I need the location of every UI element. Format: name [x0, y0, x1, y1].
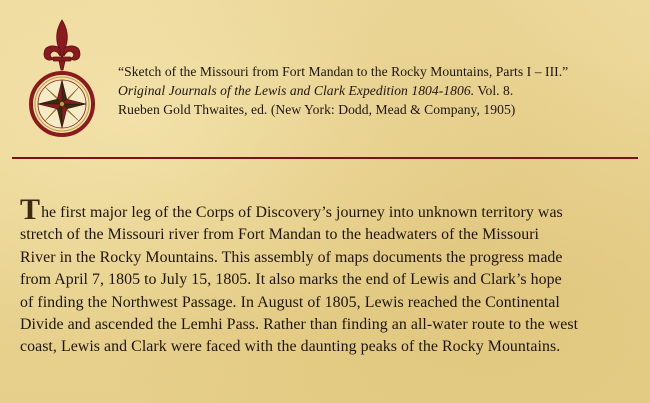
body-line: of finding the Northwest Passage. In August of 1805, Lewis reached the Continental [20, 293, 560, 311]
citation-publisher: Rueben Gold Thwaites, ed. (New York: Dodd, Mead & Company, 1905) [118, 102, 516, 117]
body-line: River in the Rocky Mountains. This assembly of maps documents the progress made [20, 248, 563, 266]
compass-emblem [22, 18, 102, 140]
divider-rule [12, 157, 638, 159]
fleur-de-lis-compass-rose-icon [22, 18, 102, 140]
drop-cap: T [20, 193, 41, 226]
citation-volume: Vol. 8. [474, 83, 514, 98]
citation-source [118, 81, 638, 100]
citation-source-title: Original Journals of the Lewis and Clark Expedition 1804-1806. [118, 83, 475, 98]
citation-block [118, 62, 638, 119]
citation-title: “Sketch of the Missouri from Fort Mandan to the Rocky Mountains, Parts I – III.” [118, 64, 569, 79]
body-paragraph [20, 193, 638, 359]
body-line: stretch of the Missouri river from Fort Mandan to the headwaters of the Missouri [20, 226, 540, 244]
body-line-text: he first major leg of the Corps of Discovery’s journey into unknown territory was [41, 204, 563, 221]
body-line: Divide and ascended the Lemhi Pass. Rather than finding an all-water route to the west [20, 316, 579, 334]
body-line: coast, Lewis and Clark were faced with the daunting peaks of the Rocky Mountains. [20, 338, 561, 356]
body-line [20, 193, 638, 226]
body-line: from April 7, 1805 to July 15, 1805. It also marks the end of Lewis and Clark’s hope [20, 271, 562, 289]
